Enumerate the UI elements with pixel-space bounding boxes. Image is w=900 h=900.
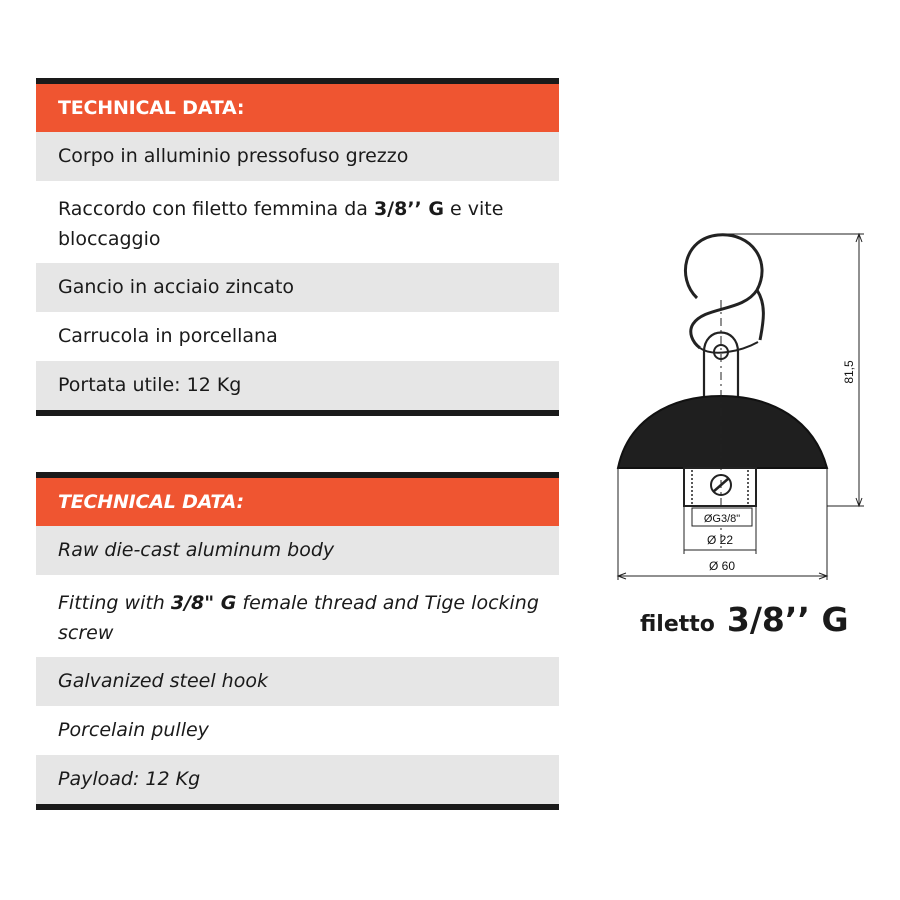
hook-icon — [685, 235, 762, 348]
row-text-before: Raccordo con filetto femmina da — [58, 198, 374, 220]
caption-thread-spec: 3/8’’ G — [726, 600, 849, 639]
drawing-caption — [640, 600, 880, 639]
caption-word: filetto — [640, 612, 715, 637]
table-bottom-rule — [36, 804, 559, 810]
technical-data-table-english — [36, 472, 559, 810]
thread-label: ØG3/8" — [703, 513, 741, 525]
table-row: Galvanized steel hook — [36, 657, 559, 706]
table-row: Portata utile: 12 Kg — [36, 361, 559, 410]
technical-data-table-italian — [36, 78, 559, 416]
table-row: Porcelain pulley — [58, 719, 209, 741]
row-text-before: Fitting with — [58, 592, 171, 614]
table-row — [36, 575, 559, 657]
table-row — [36, 181, 559, 263]
table-header: TECHNICAL DATA: — [36, 478, 559, 526]
row-text-after: e vite bloccaggio — [58, 198, 504, 250]
inner-diameter-label: Ø 22 — [706, 533, 734, 547]
table-row: Raw die-cast aluminum body — [36, 526, 559, 575]
table-row: Gancio in acciaio zincato — [36, 263, 559, 312]
thread-size-bold: 3/8’’ G — [373, 198, 444, 220]
bell-body — [618, 396, 827, 468]
table-row: Carrucola in porcellana — [58, 325, 278, 347]
thread-size-bold: 3/8" G — [170, 592, 237, 614]
table-row: Corpo in alluminio pressofuso grezzo — [36, 132, 559, 181]
row-text-after: female thread and Tige locking screw — [58, 592, 539, 644]
table-row: Payload: 12 Kg — [36, 755, 559, 804]
height-label: 81,5 — [842, 360, 856, 384]
table-header: TECHNICAL DATA: — [36, 84, 559, 132]
outer-diameter-label: Ø 60 — [708, 559, 736, 573]
table-bottom-rule — [36, 410, 559, 416]
hook-tail — [757, 290, 763, 340]
pulley-technical-drawing — [600, 215, 880, 665]
